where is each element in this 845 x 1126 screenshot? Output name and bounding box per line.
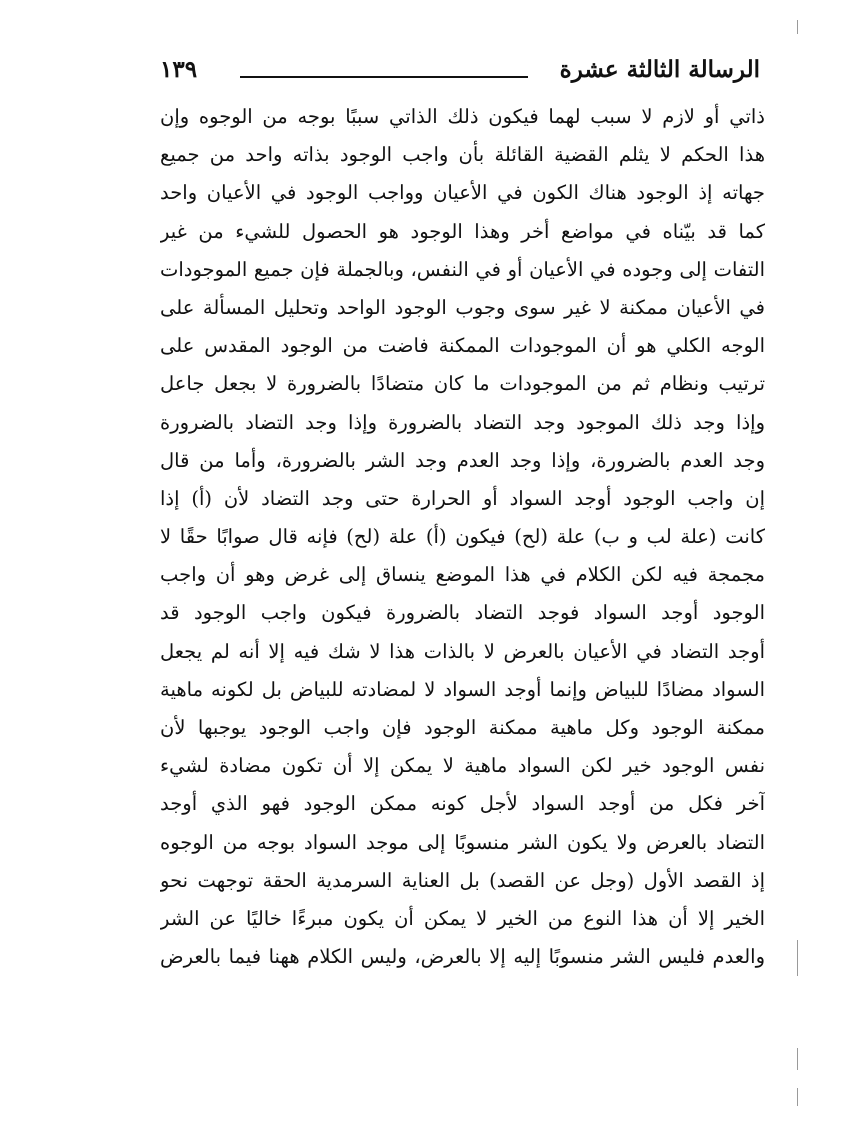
page-number: ١٣٩: [160, 56, 198, 83]
margin-tick: [797, 940, 798, 976]
body-text: [160, 98, 765, 976]
header-rule: [240, 76, 528, 78]
text-line: ذاتي أو لازم لا سبب لهما فيكون ذلك الذاتي سببًا بوجه من الوجوه وإن: [160, 105, 765, 128]
text-line: هذا الحكم لا يثلم القضية القائلة بأن واجب الوجود بذاته واحد من جميع: [160, 143, 765, 167]
margin-tick: [797, 1048, 798, 1070]
running-title: الرسالة الثالثة عشرة: [559, 56, 760, 83]
margin-tick: [797, 20, 798, 34]
text-line: جهاته إذ الوجود هناك الكون في الأعيان وواجب الوجود في الأعيان واحد: [160, 181, 765, 205]
text-line: الوجود أوجد السواد فوجد التضاد بالضرورة فيكون واجب الوجود قد: [160, 601, 765, 625]
text-line: إذ القصد الأول (وجل عن القصد) بل العناية السرمدية الحقة توجهت نحو: [160, 868, 765, 892]
text-line: التفات إلى وجوده في الأعيان أو في النفس، وبالجملة فإن جميع الموجودات: [160, 257, 765, 281]
text-line: وإذا وجد ذلك الموجود وجد التضاد بالضرورة وإذا وجد التضاد بالضرورة: [160, 410, 765, 434]
page-header: [160, 52, 760, 96]
text-line: آخر فكل من أوجد السواد لأجل كونه ممكن الوجود فهو الذي أوجد: [160, 792, 765, 816]
text-line: السواد مضادًا للبياض وإنما أوجد السواد لا لمضادته للبياض بل لكونه ماهية: [160, 677, 765, 701]
text-line: ترتيب ونظام ثم من الموجودات ما كان متضادًا بالضرورة لا بجعل جاعل: [160, 372, 765, 396]
text-line: التضاد بالعرض ولا يكون الشر منسوبًا إلى موجد السواد بوجه من الوجوه: [160, 830, 765, 854]
text-line: إن واجب الوجود أوجد السواد أو الحرارة حتى وجد التضاد لأن (أ) إذا: [160, 486, 765, 510]
margin-tick: [797, 1088, 798, 1106]
text-line: الوجه الكلي هو أن الموجودات الممكنة فاضت من الوجود المقدس على: [160, 334, 765, 358]
text-line: كانت (علة لب و ب) علة (لح) فيكون (أ) علة (لح) فإنه قال صوابًا حقًا لا: [160, 525, 765, 549]
text-line: نفس الوجود خير لكن السواد ماهية لا يمكن إلا أن تكون مضادة لشيء: [160, 754, 765, 778]
text-line: أوجد التضاد في الأعيان بالعرض لا بالذات هذا لا شك فيه إلا أنه لم يجعل: [160, 639, 765, 663]
text-line: مجمجة فيه لكن الكلام في هذا الموضع ينساق إلى غرض وهو أن واجب: [160, 563, 765, 587]
text-line: في الأعيان ممكنة لا غير سوى وجوب الوجود الواحد وتحليل المسألة على: [160, 295, 765, 319]
text-line: الخير إلا أن هذا النوع من الخير لا يمكن أن يكون مبرءًا خاليًا عن الشر: [160, 906, 765, 930]
text-line: والعدم فليس الشر منسوبًا إليه إلا بالعرض، وليس الكلام ههنا فيما بالعرض: [160, 945, 765, 969]
text-line: كما قد بيّناه في مواضع أخر وهذا الوجود هو الحصول للشيء من غير: [160, 219, 765, 243]
text-line: ممكنة الوجود وكل ماهية ممكنة الوجود فإن واجب الوجود يوجبها لأن: [160, 716, 765, 739]
text-line: وجد العدم بالضرورة، وإذا وجد العدم وجد الشر بالضرورة، وأما من قال: [160, 448, 765, 472]
